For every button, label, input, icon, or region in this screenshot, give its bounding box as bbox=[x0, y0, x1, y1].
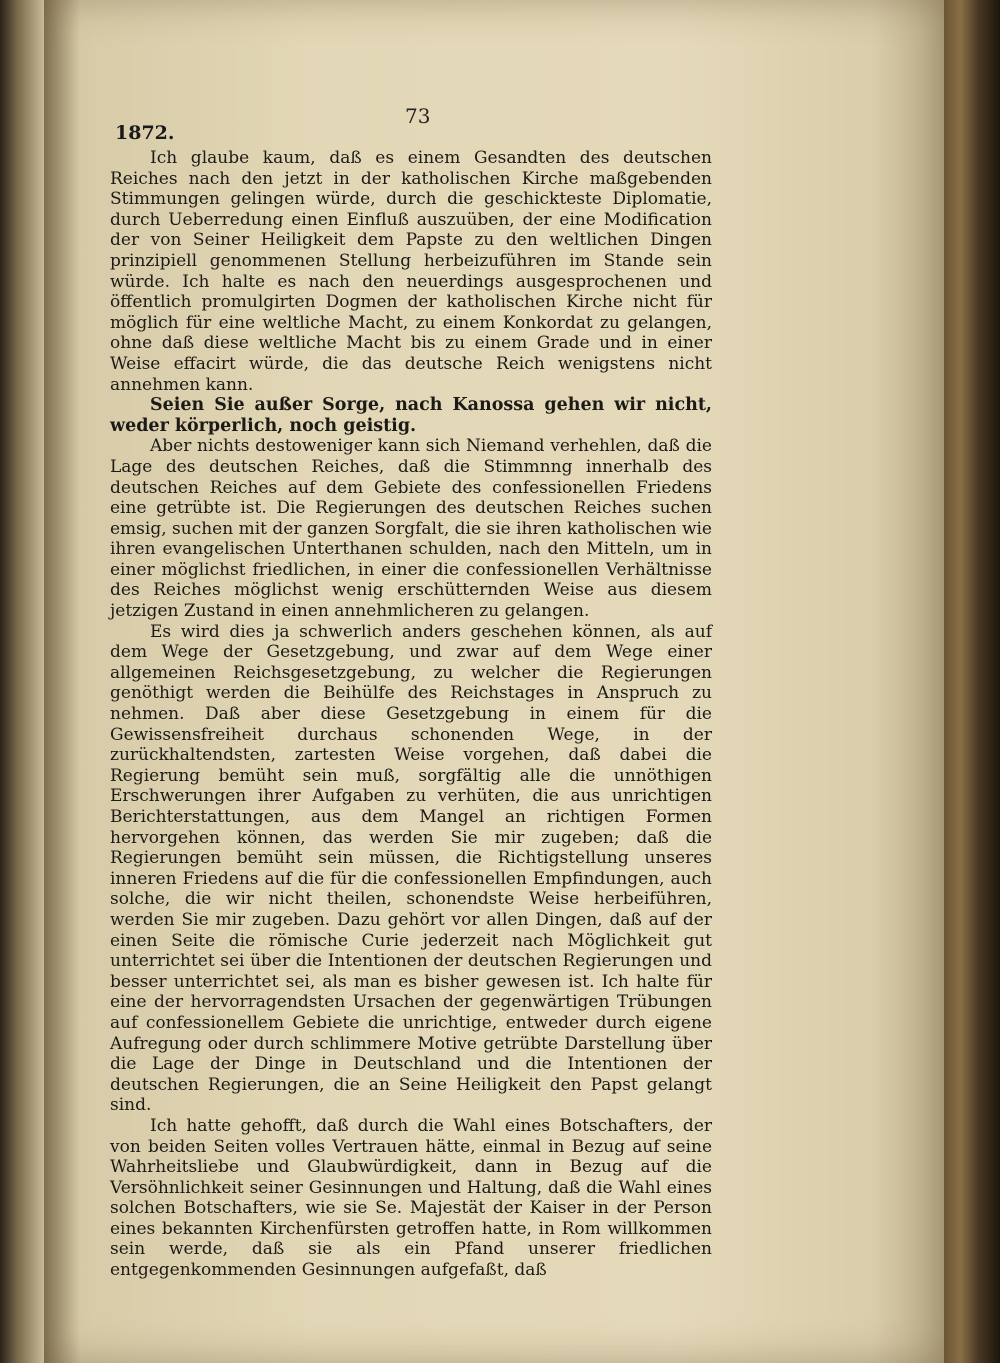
book-spine bbox=[944, 0, 1000, 1363]
paragraph: Aber nichts destoweniger kann sich Niemand verhehlen, daß die Lage des deutschen Reiches, daß die Stimmnng innerhalb des deutschen Reiches auf dem Gebiete des confessionellen Friedens eine getrübte ist. Die Regierungen des deutschen Reiches suchen emsig, suchen mit der ganzen Sorgfalt, die sie ihren katholischen wie ihren evangelischen Unterthanen schulden, nach den Mitteln, um in einer möglichst friedlichen, in einer die confessionellen Verhältnisse des Reiches möglichst wenig erschütternden Weise aus diesem jetzigen Zustand in einen annehmlicheren zu gelangen. bbox=[110, 436, 712, 622]
paragraph: Ich glaube kaum, daß es einem Gesandten des deutschen Reiches nach den jetzt in der katholischen Kirche maßgebenden Stimmungen gelingen würde, durch die geschickteste Diplomatie, durch Ueberredung einen Einfluß auszuüben, der eine Modification der von Seiner Heiligkeit dem Papste zu den weltlichen Dingen prinzipiell genommenen Stellung herbeizuführen im Stande sein würde. Ich halte es nach den neuerdings ausgesprochenen und öffentlich promulgirten Dogmen der katholischen Kirche nicht für möglich für eine weltliche Macht, zu einem Konkordat zu gelangen, ohne daß diese weltliche Macht bis zu einem Grade und in einer Weise effacirt würde, die das deutsche Reich wenigstens nicht annehmen kann. bbox=[110, 148, 712, 395]
page-number: 73 bbox=[405, 104, 431, 128]
paragraph: Ich hatte gehofft, daß durch die Wahl eines Botschafters, der von beiden Seiten volles Vertrauen hätte, einmal in Bezug auf seine Wahrheitsliebe und Glaubwürdigkeit, dann in Bezug auf die Versöhnlichkeit seiner Gesinnungen und Haltung, daß die Wahl eines solchen Botschafters, wie sie Se. Majestät der Kaiser in der Person eines bekannten Kirchenfürsten getroffen hatte, in Rom willkommen sein werde, daß sie als ein Pfand unserer friedlichen entgegenkommenden Gesinnungen aufgefaßt, daß bbox=[110, 1115, 712, 1281]
body-text bbox=[110, 148, 712, 1281]
year-header: 1872. bbox=[115, 122, 175, 144]
paragraph: Es wird dies ja schwerlich anders geschehen können, als auf dem Wege der Gesetzgebung, und zwar auf dem Wege einer allgemeinen Reichsgesetzgebung, zu welcher die Regierungen genöthigt werden die Beihülfe des Reichstages in Anspruch zu nehmen. Daß aber diese Gesetzgebung in einem für die Gewissensfreiheit durchaus schonenden Wege, in der zurückhaltendsten, zartesten Weise vorgehen, daß dabei die Regierung bemüht sein muß, sorgfältig alle die unnöthigen Erschwerungen ihrer Aufgaben zu verhüten, die aus unrichtigen Berichterstattungen, aus dem Mangel an richtigen Formen hervorgehen können, das werden Sie mir zugeben; daß die Regierungen bemüht sein müssen, die Richtigstellung unseres inneren Friedens auf die für die confessionellen Empfindungen, auch solche, die wir nicht theilen, schonendste Weise herbeiführen, werden Sie mir zugeben. Dazu gehört vor allen Dingen, daß auf der einen Seite die römische Curie jederzeit nach Möglichkeit gut unterrichtet sei über die Intentionen der deutschen Regierungen und besser unterrichtet sei, als man es bisher gewesen ist. Ich halte für eine der hervorragendsten Ursachen der gegenwärtigen Trübungen auf confessionellem Gebiete die unrichtige, entweder durch eigene Aufregung oder durch schlimmere Motive getrübte Darstellung über die Lage der Dinge in Deutschland und die Intentionen der deutschen Regierungen, die an Seine Heiligkeit den Papst gelangt sind. bbox=[110, 621, 712, 1116]
previous-page-edge bbox=[0, 0, 44, 1363]
bold-quote-paragraph: Seien Sie außer Sorge, nach Kanossa gehen wir nicht, weder körperlich, noch geistig. bbox=[110, 395, 712, 436]
